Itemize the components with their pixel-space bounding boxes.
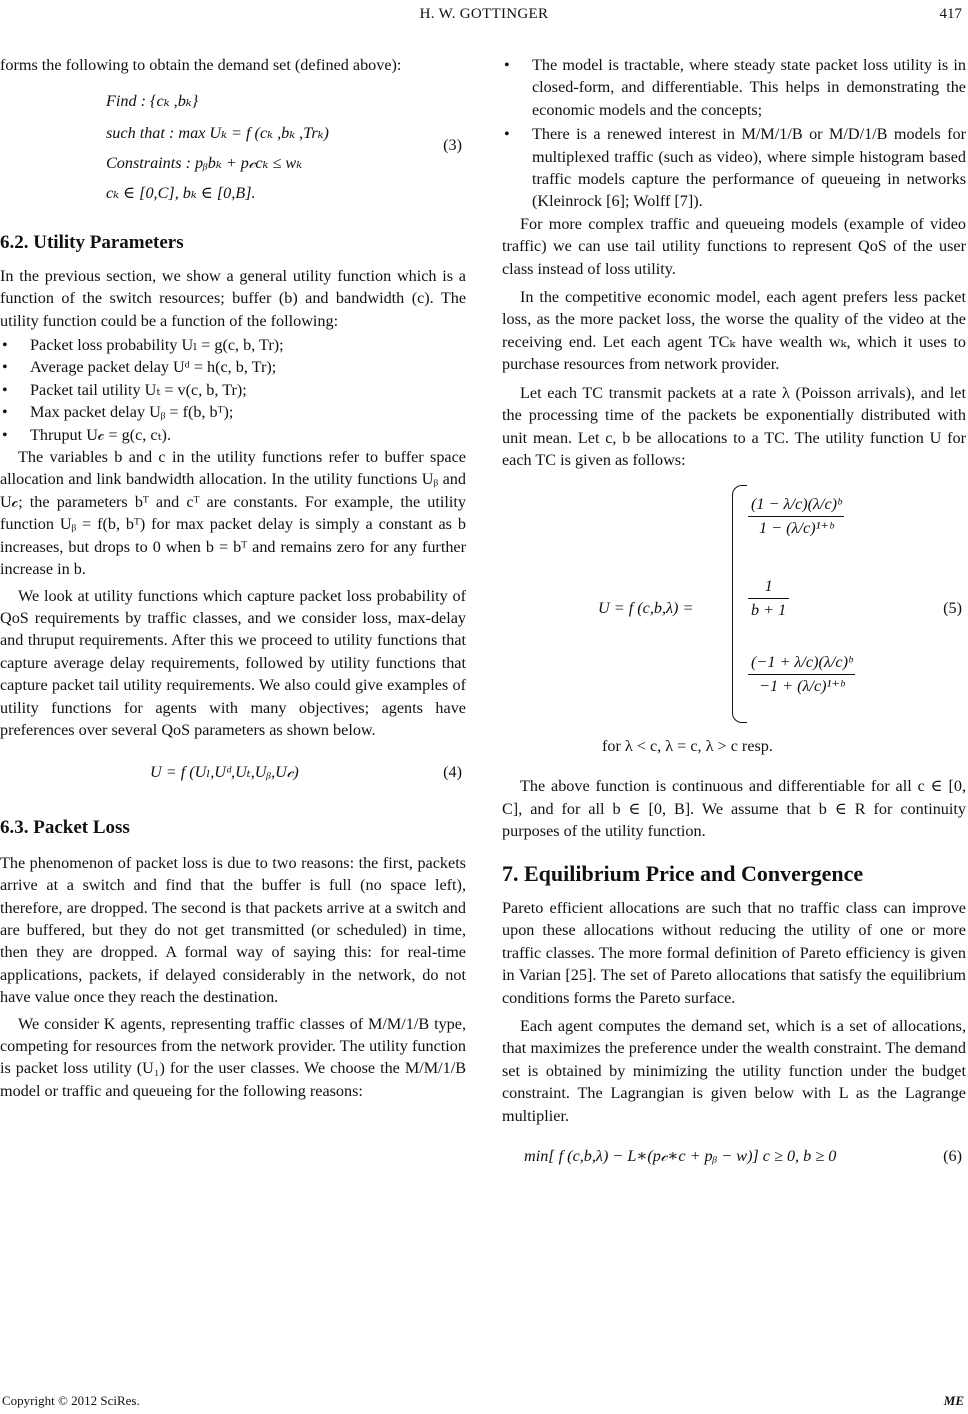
eq3-find: Find : {cₖ ,bₖ} — [106, 92, 199, 111]
eq5-case-1 — [748, 493, 844, 539]
eq4-formula: U = f (Uₗ,Uᵈ,Uₜ,Uᵦ,U𝒸) — [150, 763, 299, 782]
eq4-number: (4) — [443, 763, 462, 782]
list-item: • The model is tractable, where steady state packet loss utility is in closed-form, and differentiable. This helps in demonstrating the economic models and the concepts; — [502, 54, 966, 121]
eq5-case1-numerator: (1 − λ/c)(λ/c)ᵇ — [748, 493, 844, 516]
journal-abbreviation: ME — [943, 1393, 964, 1408]
list-item: • Packet tail utility Uₜ = v(c, b, Tr); — [0, 379, 466, 401]
equation-3 — [0, 84, 466, 210]
paragraph-7-pre-1: For more complex traffic and queueing models (example of video traffic) we can use tail utility functions to represent QoS of the user class instead of loss utility. — [502, 214, 966, 278]
equation-5 — [502, 479, 966, 769]
list-item: • Packet loss probability Uₗ = g(c, b, Tr); — [0, 334, 466, 356]
model-reasons-list — [502, 54, 966, 213]
eq6-formula: min[ f (c,b,λ) − L∗(p𝒸∗c + pᵦ − w)] c ≥ 0, b ≥ 0 — [524, 1147, 837, 1165]
eq5-brace — [732, 485, 747, 723]
paragraph-6-2-2: The variables b and c in the utility functions refer to buffer space allocation and link bandwidth allocation. In the utility functions Uᵦ and U𝒸; the parameters bᵀ and cᵀ are constants. For example, the utility function Uᵦ = f(b, bᵀ) for max packet delay is simply a constant as b increases, but drops to 0 when b = bᵀ and remains zero for any further increase in b. — [0, 448, 466, 579]
paragraph-6-3-1: The phenomenon of packet loss is due to two reasons: the first, packets arrive at a switch and find that the buffer is full (no space left), therefore, are dropped. The second is that packets arrive at a switch and are buffered, but they do not get transmitted (or scheduled) in time, then they are dropped. A formal way of saying this: for real-time applications, packets, if delayed considerably in the network, do not have value once they reach the destination. — [0, 853, 466, 1007]
list-item: • Max packet delay Uᵦ = f(b, bᵀ); — [0, 401, 466, 423]
section-heading-6-2: 6.2. Utility Parameters — [0, 232, 184, 254]
running-header-author: H. W. GOTTINGER — [419, 6, 549, 22]
eq5-number: (5) — [943, 599, 962, 618]
eq3-constraints: Constraints : pᵦbₖ + p𝒸cₖ ≤ wₖ — [106, 154, 303, 173]
section-heading-6-3: 6.3. Packet Loss — [0, 817, 130, 839]
eq3-ranges: cₖ ∈ [0,C], bₖ ∈ [0,B]. — [106, 184, 256, 203]
eq3-such-that: such that : max Uₖ = f (cₖ ,bₖ ,Trₖ) — [106, 124, 329, 143]
eq3-number: (3) — [443, 136, 462, 155]
eq5-case3-numerator: (−1 + λ/c)(λ/c)ᵇ — [748, 651, 855, 674]
right-column — [502, 54, 966, 1177]
section-heading-7: 7. Equilibrium Price and Convergence — [502, 860, 864, 886]
eq5-case2-numerator: 1 — [748, 575, 789, 598]
list-item: • Thruput U𝒸 = g(c, cₜ). — [0, 424, 466, 446]
page-number: 417 — [939, 6, 962, 22]
list-item: • There is a renewed interest in M/M/1/B or M/D/1/B models for multiplexed traffic (such as video), where simple histogram based traffic models capture the performance of queueing in networks (Kleinrock [6]; Wolff [7]). — [502, 123, 966, 213]
eq5-case-2 — [748, 575, 789, 621]
eq5-case2-denominator: b + 1 — [751, 600, 787, 619]
paragraph-7-pre-2: In the competitive economic model, each agent prefers less packet loss, as the more packet loss, the worse the quality of the video at the receiving end. Let each agent TCₖ have wealth wₖ, which it uses to purchase resources from network provider. — [502, 288, 966, 374]
paragraph-intro: forms the following to obtain the demand set (defined above): — [0, 56, 402, 74]
eq5-condition: for λ < c, λ = c, λ > c resp. — [602, 737, 773, 756]
list-item: • Average packet delay Uᵈ = h(c, b, Tr); — [0, 356, 466, 378]
eq5-case1-denominator: 1 − (λ/c)¹⁺ᵇ — [759, 518, 834, 537]
equation-6 — [502, 1137, 966, 1177]
copyright-notice: Copyright © 2012 SciRes. — [2, 1393, 140, 1408]
eq5-case-3 — [748, 651, 855, 697]
eq6-number: (6) — [943, 1147, 962, 1165]
eq5-lhs: U = f (c,b,λ) = — [598, 599, 694, 618]
paragraph-6-3-2: We consider K agents, representing traffic classes of M/M/1/B type, competing for resources from the network provider. The utility function is packet loss utility (U₁) for the user classes. We choose the M/M/1/B model or traffic and queueing for the following reasons: — [0, 1014, 466, 1100]
equation-4 — [0, 751, 466, 797]
left-column — [0, 54, 466, 1102]
paragraph-continuity: The above function is continuous and differentiable for all c ∈ [0, C], and for all b ∈ [0, B]. We assume that b ∈ R for continuity purposes of the utility function. — [502, 777, 966, 841]
paragraph-6-2-3: We look at utility functions which capture packet loss probability of QoS requirements by traffic classes, and we consider loss, max-delay and thruput requirements. After this we proceed to utility functions that capture average delay requirements, followed by utility functions that capture packet tail utility requirements. We also could give examples of utility functions for agents with many objectives; agents have preferences over several QoS parameters as shown below. — [0, 586, 466, 739]
paragraph-7-1: Pareto efficient allocations are such that no traffic class can improve upon these allocations without reducing the utility of one or more traffic classes. The more formal definition of Pareto efficiency is given in Varian [25]. The set of Pareto allocations that satisfy the equilibrium conditions forms the Pareto surface. — [502, 898, 966, 1007]
paragraph-6-2-1: In the previous section, we show a general utility function which is a function of the switch resources; buffer (b) and bandwidth (c). The utility function could be a function of the following: — [0, 266, 466, 330]
paragraph-7-2: Each agent computes the demand set, which is a set of allocations, that maximizes the preference under the wealth constraint. The demand set is obtained by minimizing the utility function under the budget constraint. The Lagrangian is given below with L as the Lagrange multiplier. — [502, 1016, 966, 1125]
paragraph-7-pre-3: Let each TC transmit packets at a rate λ (Poisson arrivals), and let the processing time of the packets be exponentially distributed with unit mean. Let c, b be allocations to a TC. The utility function U for each TC is given as follows: — [502, 383, 966, 469]
utility-parameter-list — [0, 334, 466, 446]
eq5-case3-denominator: −1 + (λ/c)¹⁺ᵇ — [759, 676, 845, 695]
running-header — [0, 0, 968, 30]
